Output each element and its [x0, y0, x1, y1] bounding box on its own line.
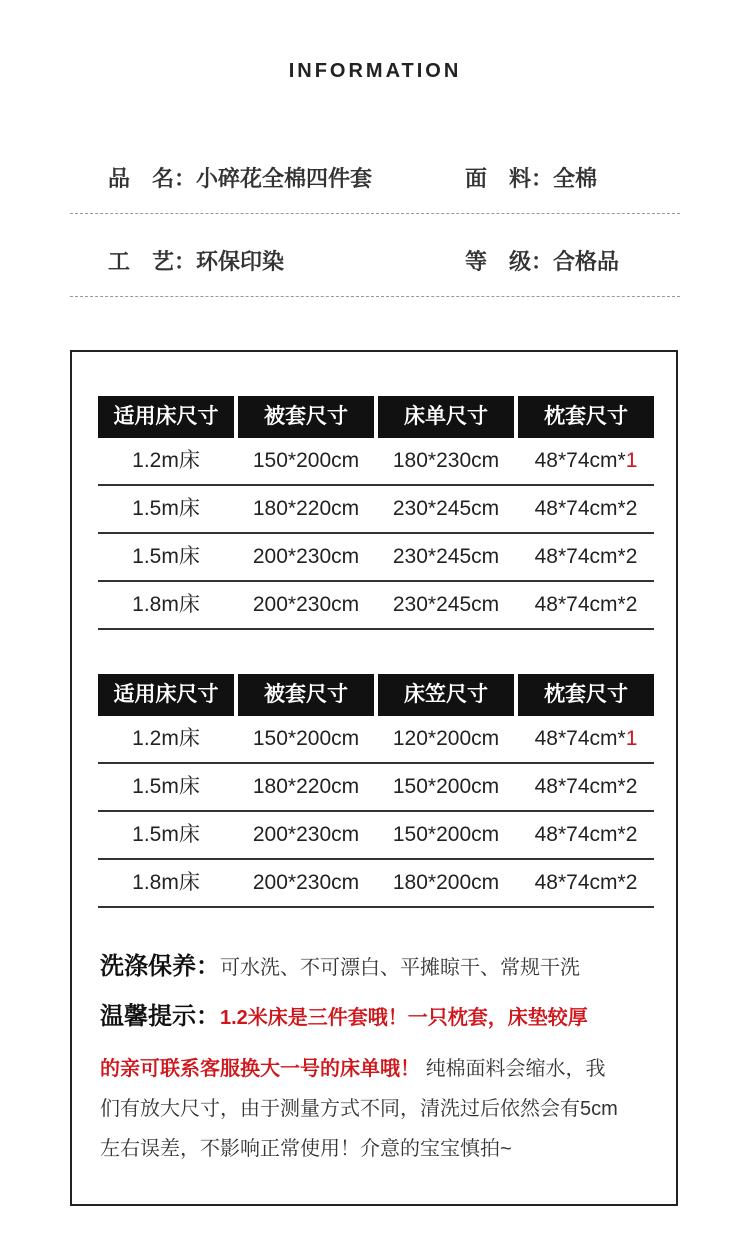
care-line: [100, 954, 660, 994]
cell-duvet: 200*230cm: [252, 823, 360, 846]
pillow-count: 2: [625, 545, 638, 568]
tips-label: 温馨提示：: [100, 1003, 220, 1030]
cell-sheet: 230*245cm: [392, 545, 500, 568]
size-info-box: [70, 350, 678, 1206]
cell-sheet: 150*200cm: [392, 823, 500, 846]
column-header: 床单尺寸: [378, 396, 514, 438]
pillow-size: 48*74cm*: [534, 823, 626, 846]
cell-duvet: 200*230cm: [252, 871, 360, 894]
pillow-size: 48*74cm*: [534, 775, 626, 798]
pillow-size: 48*74cm*: [534, 545, 626, 568]
table-row: [98, 812, 654, 860]
pillow-count: 2: [625, 593, 638, 616]
size-table-sheet: [98, 396, 654, 630]
cell-pillow: [518, 534, 654, 580]
tips-line-4: 左右误差，不影响正常使用！介意的宝宝慎拍~: [100, 1138, 512, 1160]
pillow-count: 2: [625, 871, 638, 894]
product-name: 品 名：小碎花全棉四件套: [108, 166, 373, 191]
pillow-count: 1: [625, 449, 638, 472]
column-header: 被套尺寸: [238, 396, 374, 438]
table-row: [98, 860, 654, 908]
cell-pillow: [518, 582, 654, 628]
cell-sheet: 180*200cm: [392, 871, 500, 894]
pillow-size: 48*74cm*: [534, 449, 626, 472]
pillow-count: 2: [625, 823, 638, 846]
cell-sheet: 120*200cm: [392, 727, 500, 750]
pillow-size: 48*74cm*: [534, 871, 626, 894]
table-header: [98, 674, 654, 716]
care-text: 可水洗、不可漂白、平摊晾干、常规干洗: [220, 957, 580, 979]
cell-duvet: 180*220cm: [252, 775, 360, 798]
cell-duvet: 150*200cm: [252, 727, 360, 750]
column-header: 适用床尺寸: [98, 396, 234, 438]
column-header: 适用床尺寸: [98, 674, 234, 716]
cell-sheet: 180*230cm: [392, 449, 500, 472]
divider: [70, 213, 680, 214]
cell-sheet: 150*200cm: [392, 775, 500, 798]
cell-pillow: [518, 860, 654, 906]
page-title: INFORMATION: [288, 60, 462, 82]
cell-bed: 1.5m床: [132, 823, 200, 846]
pillow-size: 48*74cm*: [534, 497, 626, 520]
column-header: 枕套尺寸: [518, 674, 654, 716]
grade: 等 级：合格品: [465, 249, 620, 274]
table-row: [98, 716, 654, 764]
cell-pillow: [518, 764, 654, 810]
table-row: [98, 764, 654, 812]
cell-duvet: 180*220cm: [252, 497, 360, 520]
tips-line-1: [100, 1004, 660, 1044]
cell-duvet: 150*200cm: [252, 449, 360, 472]
craft: 工 艺：环保印染: [108, 249, 285, 274]
care-label: 洗涤保养：: [100, 953, 220, 980]
cell-duvet: 200*230cm: [252, 545, 360, 568]
cell-pillow: [518, 438, 654, 484]
cell-pillow: [518, 716, 654, 762]
table-header: [98, 396, 654, 438]
cell-sheet: 230*245cm: [392, 497, 500, 520]
column-header: 被套尺寸: [238, 674, 374, 716]
pillow-size: 48*74cm*: [534, 593, 626, 616]
cell-pillow: [518, 812, 654, 858]
cell-bed: 1.5m床: [132, 545, 200, 568]
tips-line-3: 们有放大尺寸，由于测量方式不同，清洗过后依然会有5cm: [100, 1098, 618, 1120]
pillow-count: 2: [625, 497, 638, 520]
cell-bed: 1.2m床: [132, 449, 200, 472]
cell-bed: 1.8m床: [132, 871, 200, 894]
cell-sheet: 230*245cm: [392, 593, 500, 616]
cell-bed: 1.2m床: [132, 727, 200, 750]
divider: [70, 296, 680, 297]
tips-red-1: 1.2米床是三件套哦！一只枕套，床垫较厚: [220, 1007, 588, 1029]
table-row: [98, 534, 654, 582]
tips-line-2: [100, 1056, 660, 1082]
cell-duvet: 200*230cm: [252, 593, 360, 616]
tips-text-2: 纯棉面料会缩水，我: [425, 1058, 606, 1080]
info-row-2: [70, 235, 680, 279]
table-row: [98, 582, 654, 630]
cell-bed: 1.8m床: [132, 593, 200, 616]
notes: [100, 954, 660, 1162]
cell-pillow: [518, 486, 654, 532]
tips-red-2: 的亲可联系客服换大一号的床单哦！: [100, 1058, 420, 1080]
size-table-fitted: [98, 674, 654, 908]
table-row: [98, 438, 654, 486]
fabric: 面 料：全棉: [465, 166, 598, 191]
table-row: [98, 486, 654, 534]
pillow-count: 1: [625, 727, 638, 750]
pillow-size: 48*74cm*: [534, 727, 626, 750]
cell-bed: 1.5m床: [132, 775, 200, 798]
cell-bed: 1.5m床: [132, 497, 200, 520]
column-header: 枕套尺寸: [518, 396, 654, 438]
column-header: 床笠尺寸: [378, 674, 514, 716]
pillow-count: 2: [625, 775, 638, 798]
info-row-1: [70, 152, 680, 196]
